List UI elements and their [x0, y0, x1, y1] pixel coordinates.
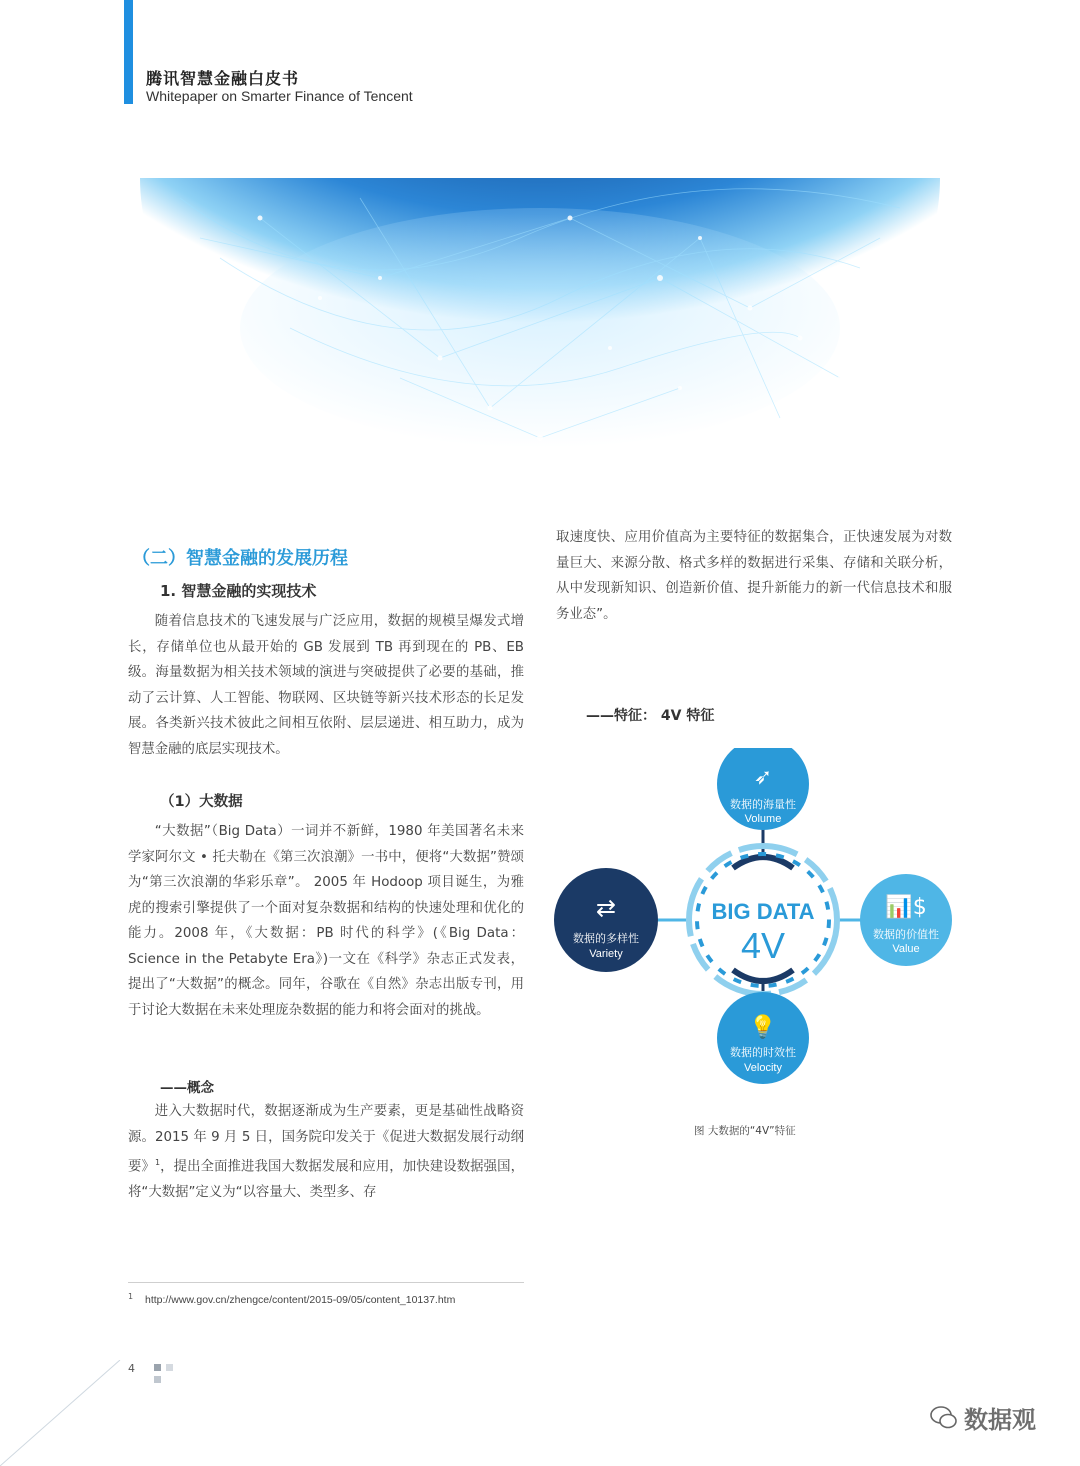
decor-square	[154, 1364, 161, 1371]
people-icon: ⇄	[595, 894, 617, 922]
intro-paragraph: 随着信息技术的飞速发展与广泛应用，数据的规模呈爆发式增长，存储单位也从最开始的 GB 发展到 TB 再到现在的 PB、EB 级。海量数据为相关技术领域的演进与突破提供了必要的基础，推动了云计算、人工智能、物联网、区块链等新兴技术形态的长足发展。各类新兴技术彼此之间相互依附、层层递进、相互助力，成为智慧金融的底层实现技术。	[128, 614, 524, 757]
section-title: （二）智慧金融的发展历程	[132, 548, 348, 569]
concept-heading: ——概念	[160, 1080, 214, 1096]
value-cn: 数据的价值性	[873, 928, 939, 941]
center-sub: 4V	[740, 925, 786, 966]
center-title: BIG DATA	[711, 899, 815, 924]
velocity-cn: 数据的时效性	[730, 1046, 796, 1059]
footnote-divider	[128, 1282, 524, 1283]
figure-caption: 图 大数据的“4V”特征	[694, 1125, 796, 1137]
footnote-link[interactable]: http://www.gov.cn/zhengce/content/2015-09/05/content_10137.htm	[145, 1294, 456, 1306]
header-subtitle: Whitepaper on Smarter Finance of Tencent	[146, 88, 413, 104]
velocity-en: Velocity	[744, 1062, 782, 1074]
decor-square	[154, 1376, 161, 1383]
volume-cn: 数据的海量性	[730, 798, 796, 811]
wechat-icon	[930, 1404, 958, 1432]
footnote-mark: 1	[128, 1292, 134, 1301]
corner-decoration	[0, 1360, 140, 1466]
globe-image	[140, 178, 940, 478]
value-en: Value	[892, 943, 920, 955]
header-accent-bar	[124, 0, 133, 104]
volume-en: Volume	[744, 813, 782, 825]
concept-paragraph: 进入大数据时代，数据逐渐成为生产要素，更是基础性战略资源。2015 年 9 月 5 日，国务院印发关于《促进大数据发展行动纲要》$^1$，提出全面推进我国大数据发展和应用，加快建设数据强国，将“大数据”定义为“以容量大、类型多、存	[128, 1104, 525, 1200]
right-paragraph: 取速度快、应用价值高为主要特征的数据集合，正快速发展为对数量巨大、来源分散、格式多样的数据进行采集、存储和关联分析，从中发现新知识、创造新价值、提升新能力的新一代信息技术和服务业态”。	[556, 530, 952, 622]
chart-dollar-icon: 📊$	[885, 895, 927, 920]
footnote-ref: 1	[154, 1158, 161, 1167]
watermark-text: 数据观	[964, 1406, 1036, 1434]
feature-label: ——特征： 4V 特征	[586, 708, 715, 724]
variety-en: Variety	[589, 948, 623, 960]
watermark	[930, 1400, 1036, 1435]
lightbulb-icon: 💡	[749, 1015, 777, 1040]
bigdata-heading: （1）大数据	[160, 794, 243, 810]
bigdata-paragraph: “大数据”（Big Data）一词并不新鲜，1980 年美国著名未来学家阿尔文 • 托夫勒在《第三次浪潮》一书中，便将“大数据”赞颂为“第三次浪潮的华彩乐章”。 2005 年 Hodoop 项目诞生，为雅虎的搜索引擎提供了一个面对复杂数据和结构的快速处理和优化的能力。2008 年，《大数据：PB 时代的科学》(《Big Data：Science in the Petabyte Era》)一文在《科学》杂志正式发表，提出了“大数据”的概念。同年，谷歌在《自然》杂志出版专刊，用于讨论大数据在未来处理庞杂数据的能力和将会面对的挑战。	[128, 824, 524, 1018]
section-subtitle: 1. 智慧金融的实现技术	[160, 582, 317, 600]
page-number: 4	[128, 1362, 135, 1375]
decor-square	[166, 1364, 173, 1371]
header-title: 腾讯智慧金融白皮书	[146, 69, 300, 88]
big-data-4v-diagram	[550, 748, 960, 1093]
variety-cn: 数据的多样性	[573, 932, 639, 945]
fish-icon: ➶	[753, 765, 773, 790]
